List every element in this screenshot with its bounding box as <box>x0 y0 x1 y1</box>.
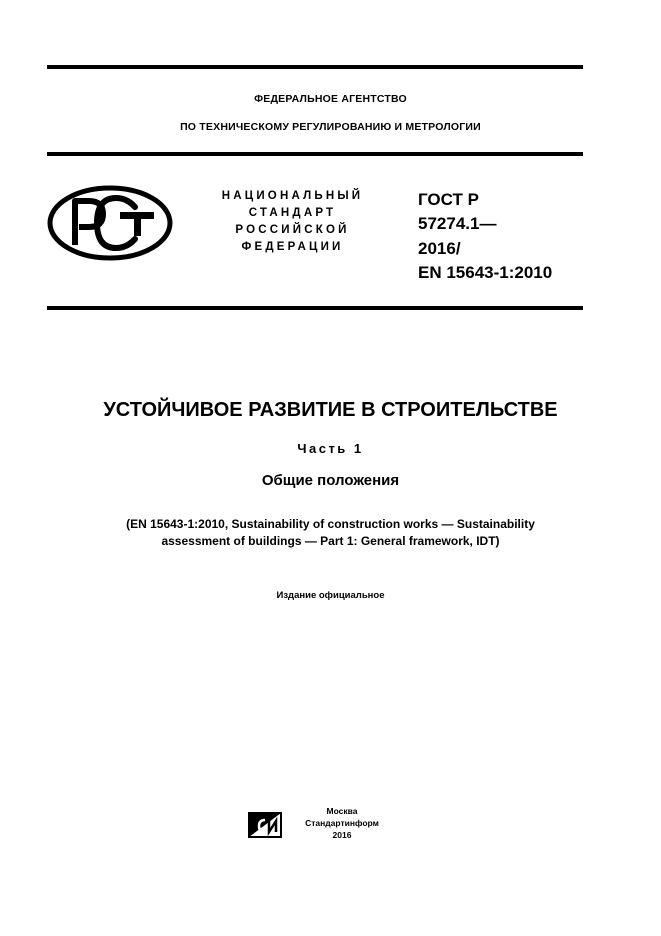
publisher-city: Москва <box>326 806 358 816</box>
national-standard-line-2: СТАНДАРТ <box>248 207 337 219</box>
national-standard-line-1: НАЦИОНАЛЬНЫЙ <box>221 190 364 202</box>
top-rule <box>47 65 583 69</box>
national-standard-line-4: ФЕДЕРАЦИИ <box>241 241 344 253</box>
agency-line-1: ФЕДЕРАЛЬНОЕ АГЕНТСТВО <box>254 93 407 105</box>
agency-line-2: ПО ТЕХНИЧЕСКОМУ РЕГУЛИРОВАНИЮ И МЕТРОЛОГИИ <box>180 121 481 133</box>
code-rule <box>47 306 583 310</box>
standard-code-line-1: ГОСТ Р <box>418 190 479 209</box>
standard-code-line-4: EN 15643-1:2010 <box>418 263 553 282</box>
header-rule <box>47 152 583 156</box>
standard-code-line-2: 57274.1— <box>418 214 497 233</box>
standard-code-line-3: 2016/ <box>418 239 461 258</box>
publisher-year: 2016 <box>332 830 352 840</box>
edition-label: Издание официальное <box>276 590 385 601</box>
document-subtitle: Общие положения <box>261 472 400 489</box>
en-reference-line-1: (EN 15643-1:2010, Sustainability of construction works — Sustainability <box>126 517 535 531</box>
document-title: УСТОЙЧИВОЕ РАЗВИТИЕ В СТРОИТЕЛЬСТВЕ <box>103 399 558 421</box>
en-reference-line-2: assessment of buildings — Part 1: General framework, IDT) <box>161 534 500 548</box>
standartinform-logo-icon <box>246 810 284 840</box>
national-standard-line-3: РОССИЙСКОЙ <box>235 224 350 236</box>
gost-r-logo-icon <box>47 185 173 261</box>
part-number: Часть 1 <box>297 441 364 456</box>
publisher-name: Стандартинформ <box>305 818 379 828</box>
